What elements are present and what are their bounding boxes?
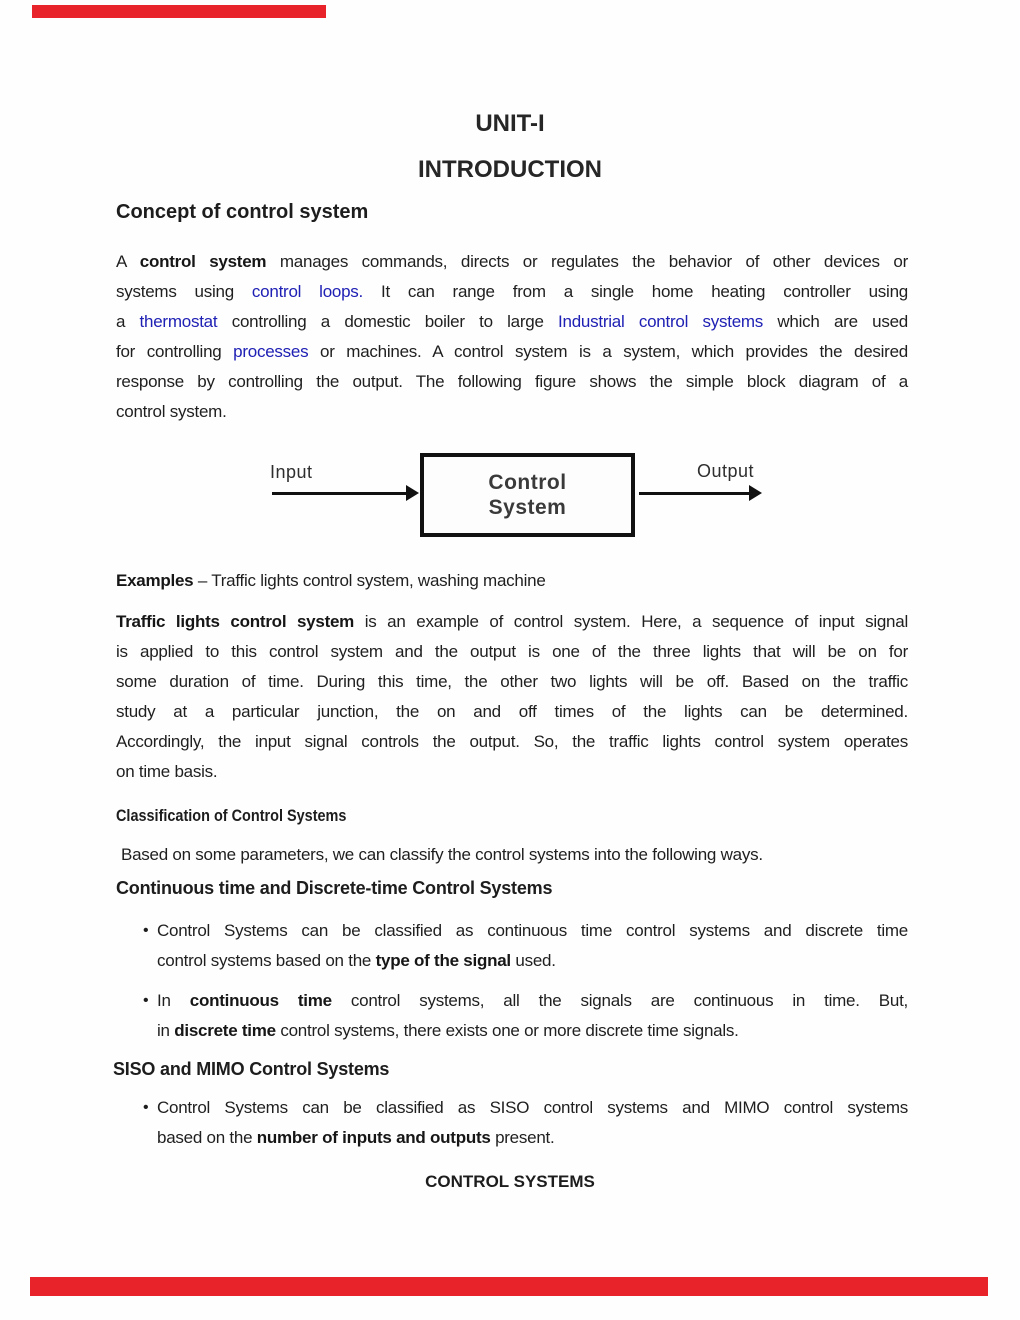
bullet-text xyxy=(157,1093,908,1153)
bullet-dot-icon: • xyxy=(143,992,149,1009)
input-arrow-line xyxy=(272,492,410,495)
text-line xyxy=(157,1123,908,1153)
text-segment: Accordingly, the input signal controls the output. So, the traffic lights control system operates xyxy=(116,732,908,751)
text-segment: control system. xyxy=(116,402,227,421)
text-segment: based on the xyxy=(157,1128,257,1147)
text-segment: A xyxy=(116,252,140,271)
text-segment: for controlling xyxy=(116,342,234,361)
text-segment: on time basis. xyxy=(116,762,218,781)
text-line xyxy=(116,566,908,596)
text-segment: response by controlling the output. The following figure shows the simple block diagram of a xyxy=(116,372,908,391)
text-line xyxy=(157,916,908,946)
bold-text: continuous time xyxy=(189,991,332,1010)
text-line xyxy=(116,277,908,307)
text-line xyxy=(116,637,908,667)
text-line xyxy=(157,946,908,976)
text-line xyxy=(157,986,908,1016)
text-segment: Based on some parameters, we can classify the control systems into the following ways. xyxy=(121,845,763,864)
text-line xyxy=(116,727,908,757)
bullet-dot-icon: • xyxy=(143,1099,149,1116)
text-segment: in xyxy=(157,1021,175,1040)
text-line xyxy=(116,397,908,427)
text-line xyxy=(116,697,908,727)
hyperlink[interactable]: processes xyxy=(233,342,309,361)
text-line xyxy=(157,1093,908,1123)
control-system-block-label xyxy=(488,470,566,520)
bullet-siso-mimo xyxy=(143,1093,908,1153)
bold-text: discrete time xyxy=(174,1021,276,1040)
page-title: INTRODUCTION xyxy=(418,156,602,183)
text-line xyxy=(116,757,908,787)
text-segment: Control Systems can be classified as continuous time control systems and discrete time xyxy=(157,921,908,940)
bottom-page-edge-red-bar xyxy=(30,1277,988,1296)
bold-text: number of inputs and outputs xyxy=(256,1128,491,1147)
hyperlink[interactable]: control loops. xyxy=(251,282,364,301)
text-segment: study at a particular junction, the on and off times of the lights can be determined. xyxy=(116,702,908,721)
heading-continuous-discrete: Continuous time and Discrete-time Control Systems xyxy=(116,878,553,898)
text-segment: is an example of control system. Here, a sequence of input signal xyxy=(354,612,908,631)
classification-intro xyxy=(121,840,911,870)
heading-classification: Classification of Control Systems xyxy=(116,806,347,825)
text-segment: Control Systems can be classified as SISO control systems and MIMO control systems xyxy=(157,1098,908,1117)
text-segment: control systems, there exists one or more discrete time signals. xyxy=(275,1021,739,1040)
text-line xyxy=(116,247,908,277)
text-line xyxy=(116,667,908,697)
output-arrow-line xyxy=(639,492,751,495)
heading-concept-of-control-system: Concept of control system xyxy=(116,201,369,223)
text-line xyxy=(116,367,908,397)
text-segment: controlling a domestic boiler to large xyxy=(217,312,559,331)
text-segment: present. xyxy=(490,1128,555,1147)
text-line xyxy=(116,307,908,337)
input-arrowhead-icon xyxy=(406,485,419,501)
bullet-dot-icon: • xyxy=(143,922,149,939)
text-segment: It can range from a single home heating controller using xyxy=(363,282,908,301)
examples-line xyxy=(116,566,908,596)
heading-siso-mimo: SISO and MIMO Control Systems xyxy=(113,1059,390,1079)
text-line xyxy=(116,337,908,367)
top-page-edge-red-bar xyxy=(32,5,326,18)
bullet-text xyxy=(157,916,908,976)
text-segment: a xyxy=(116,312,140,331)
text-segment: manages commands, directs or regulates the behavior of other devices or xyxy=(266,252,908,271)
control-system-block xyxy=(420,453,635,537)
text-segment: systems using xyxy=(116,282,252,301)
text-segment: which are used xyxy=(763,312,908,331)
text-segment: – Traffic lights control system, washing machine xyxy=(193,571,546,590)
footer-control-systems: CONTROL SYSTEMS xyxy=(425,1172,595,1191)
block-label-line1: Control xyxy=(488,471,567,494)
text-segment: control systems based on the xyxy=(157,951,376,970)
text-line xyxy=(157,1016,908,1046)
bold-text: type of the signal xyxy=(375,951,511,970)
bold-text: Examples xyxy=(116,571,194,590)
bold-text: control system xyxy=(139,252,267,271)
diagram-output-label: Output xyxy=(697,461,755,481)
concept-paragraph xyxy=(116,247,908,427)
text-line xyxy=(121,840,911,870)
diagram-input-label: Input xyxy=(270,462,313,482)
hyperlink[interactable]: thermostat xyxy=(139,312,218,331)
text-line xyxy=(116,607,908,637)
unit-title: UNIT-I xyxy=(475,110,545,137)
bullet-continuous-vs-discrete xyxy=(143,986,908,1046)
text-segment: is applied to this control system and the output is one of the three lights that will be on for xyxy=(116,642,908,661)
bold-text: Traffic lights control system xyxy=(116,612,355,631)
bullet-text xyxy=(157,986,908,1046)
text-segment: In xyxy=(157,991,190,1010)
text-segment: some duration of time. During this time, the other two lights will be off. Based on the traffic xyxy=(116,672,908,691)
text-segment: used. xyxy=(510,951,556,970)
output-arrowhead-icon xyxy=(749,485,762,501)
text-segment: or machines. A control system is a system, which provides the desired xyxy=(308,342,908,361)
hyperlink[interactable]: Industrial control systems xyxy=(558,312,764,331)
block-label-line2: System xyxy=(488,496,567,519)
text-segment: control systems, all the signals are continuous in time. But, xyxy=(331,991,909,1010)
bullet-type-of-signal xyxy=(143,916,908,976)
traffic-lights-paragraph xyxy=(116,607,908,787)
